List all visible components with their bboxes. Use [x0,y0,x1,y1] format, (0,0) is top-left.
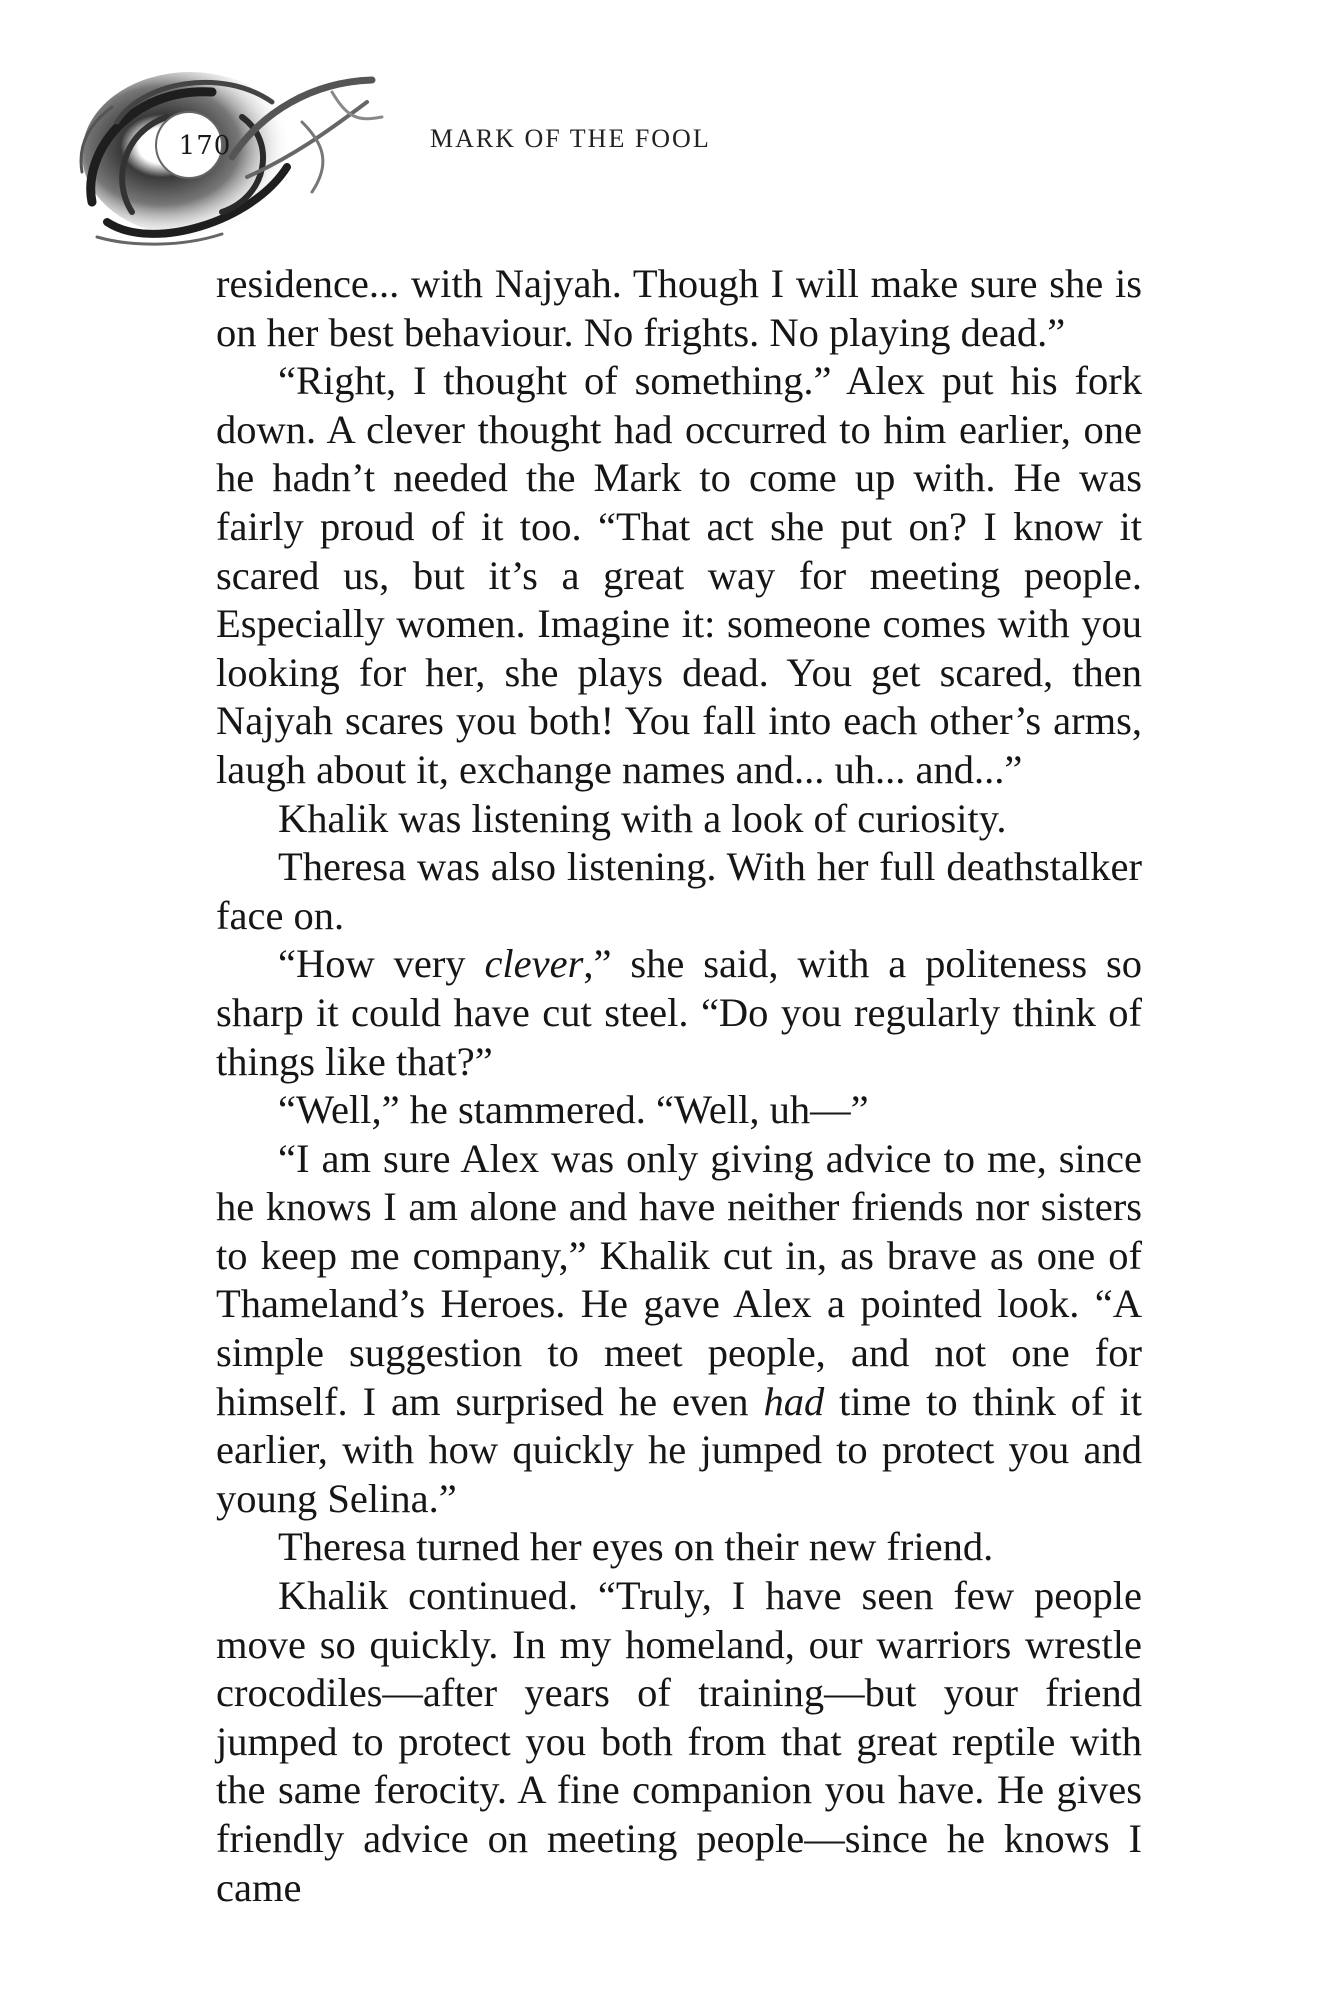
paragraph-text: time to think of it earlier, with how quickly he jumped to protect you and young Selina.” [216,1378,1142,1521]
paragraph [216,1135,1142,1524]
paragraph-text: ,” she said, with a politeness so sharp it could have cut steel. “Do you regularly think of things like that?” [216,941,1143,1084]
paragraph [216,940,1142,1086]
emphasis: had [763,1378,825,1424]
paragraph: Khalik was listening with a look of curiosity. [278,795,1007,841]
paragraph-text: “I am sure Alex was only giving advice to me, since he knows I am alone and have neither friends nor sisters to keep me company,” Khalik cut in, as brave as one of Thameland’s Heroes. He gave Alex a pointed look. “A simple suggestion to meet people, and not one for himself. I am surprised he even [216,1135,1142,1424]
paragraph: “Well,” he stammered. “Well, uh—” [278,1087,869,1133]
paragraph: Theresa turned her eyes on their new friend. [278,1524,994,1570]
paragraph: “Right, I thought of something.” Alex put his fork down. A clever thought had occurred to him earlier, one he hadn’t needed the Mark to come up with. He was fairly proud of it too. “That act she put on? I know it scared us, but it’s a great way for meeting people. Especially women. Imagine it: someone comes with you looking for her, she plays dead. You get scared, then Najyah scares you both! You fall into each other’s arms, laugh about it, exchange names and... uh... and...” [216,358,1142,792]
paragraph: Khalik continued. “Truly, I have seen few people move so quickly. In my homeland, our warriors wrestle crocodiles—after years of training—but your friend jumped to protect you both from that great reptile with the same ferocity. A fine companion you have. He gives friendly advice on meeting people—since he knows I came [216,1573,1142,1910]
page-number: 170 [178,131,232,161]
emphasis: clever [484,941,584,987]
paragraph: Theresa was also listening. With her full deathstalker face on. [216,844,1142,938]
body-text [216,260,1142,1912]
running-head: MARK OF THE FOOL [430,124,711,153]
paragraph: residence... with Najyah. Though I will make sure she is on her best behaviour. No frights. No playing dead.” [216,261,1142,355]
paragraph-text: “How very [278,941,485,987]
